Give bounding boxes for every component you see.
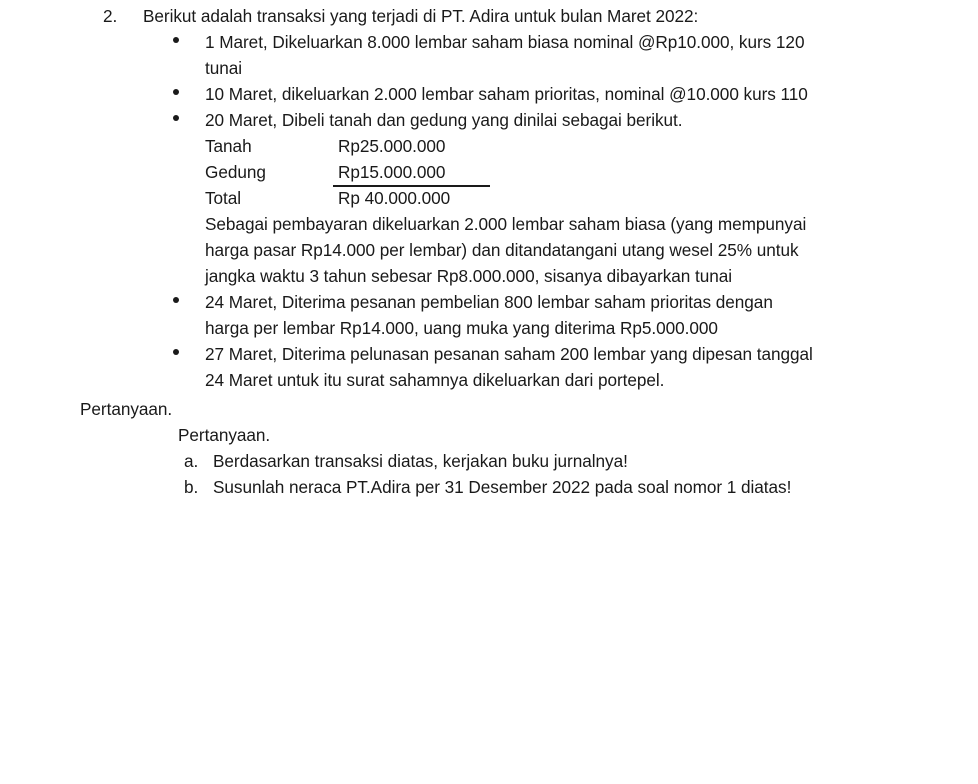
transaction-list [173,29,913,393]
payment-note-line: harga pasar Rp14.000 per lembar) dan ditandatangani utang wesel 25% untuk [205,240,799,260]
transaction-text-line: 10 Maret, dikeluarkan 2.000 lembar saham prioritas, nominal @10.000 kurs 110 [205,84,808,104]
transaction-text-line: 1 Maret, Dikeluarkan 8.000 lembar saham biasa nominal @Rp10.000, kurs 120 [205,32,805,52]
transaction-text-line: 24 Maret, Diterima pesanan pembelian 800 lembar saham prioritas dengan [205,292,773,312]
bullet-icon [173,81,205,107]
list-item [184,474,944,500]
alpha-item-text: Susunlah neraca PT.Adira per 31 Desember 2022 pada soal nomor 1 diatas! [213,477,792,497]
alpha-marker: b. [184,477,199,497]
questions-alpha-list [184,448,944,500]
list-item [173,29,913,55]
table-row [205,159,913,185]
valuation-total-amount: Rp 40.000.000 [338,188,451,208]
transaction-text-line: tunai [205,58,243,78]
valuation-label: Gedung [205,162,266,182]
alpha-marker: a. [184,451,199,471]
bullet-icon [173,289,205,315]
bullet-icon [173,29,205,55]
list-item [173,81,913,107]
question-number: 2. [103,6,118,26]
bullet-icon [173,107,205,133]
bullet-icon [173,341,205,367]
transaction-text-line: 27 Maret, Diterima pelunasan pesanan saham 200 lembar yang dipesan tanggal [205,344,813,364]
questions-heading-inner: Pertanyaan. [178,425,271,445]
list-item [173,107,913,133]
questions-heading-outer: Pertanyaan. [80,399,173,419]
payment-note-line: Sebagai pembayaran dikeluarkan 2.000 lembar saham biasa (yang mempunyai [205,214,807,234]
transaction-text-line: 24 Maret untuk itu surat sahamnya dikeluarkan dari portepel. [205,370,665,390]
table-row [205,133,913,159]
transaction-text-line: harga per lembar Rp14.000, uang muka yang diterima Rp5.000.000 [205,318,718,338]
valuation-amount: Rp15.000.000 [333,159,490,187]
valuation-table [205,133,913,211]
question-prompt: Berikut adalah transaksi yang terjadi di PT. Adira untuk bulan Maret 2022: [143,6,699,26]
question-item [103,3,923,29]
alpha-item-text: Berdasarkan transaksi diatas, kerjakan buku jurnalnya! [213,451,628,471]
list-item [184,448,944,474]
list-item [173,341,913,367]
list-item [173,289,913,315]
valuation-total-label: Total [205,188,242,208]
payment-note-line: jangka waktu 3 tahun sebesar Rp8.000.000, sisanya dibayarkan tunai [205,266,733,286]
valuation-label: Tanah [205,136,252,156]
table-row [205,185,913,211]
transaction-text-line: 20 Maret, Dibeli tanah dan gedung yang dinilai sebagai berikut. [205,110,683,130]
valuation-amount: Rp25.000.000 [338,136,446,156]
